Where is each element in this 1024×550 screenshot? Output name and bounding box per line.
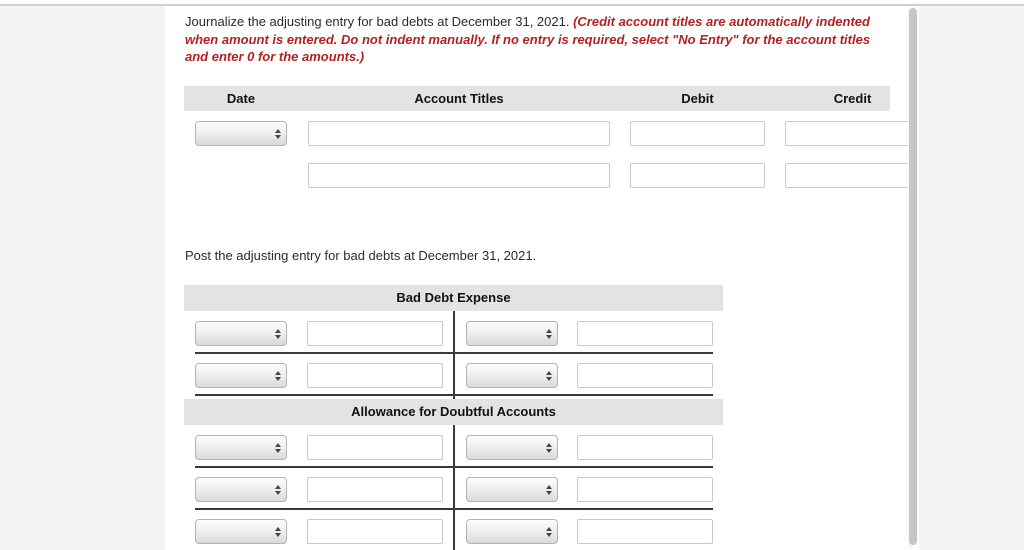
header-credit: Credit: [833, 91, 872, 106]
journal-row1-date-select[interactable]: [195, 121, 287, 146]
select-spinner-icon: [275, 129, 281, 139]
t-account-rule: [195, 508, 713, 510]
ada-right-row1-amount-input[interactable]: [577, 435, 713, 460]
select-spinner-icon: [275, 371, 281, 381]
bde-left-row1-amount-input[interactable]: [307, 321, 443, 346]
top-divider: [0, 0, 1024, 6]
post-instructions: Post the adjusting entry for bad debts at December 31, 2021.: [185, 248, 537, 263]
ada-right-row1-date-select[interactable]: [466, 435, 558, 460]
journal-row2-debit-input[interactable]: [630, 163, 765, 188]
journal-row2-account-title-input[interactable]: [308, 163, 610, 188]
bde-left-row2-amount-input[interactable]: [307, 363, 443, 388]
bde-right-row2-amount-input[interactable]: [577, 363, 713, 388]
scrollbar-thumb[interactable]: [909, 8, 917, 545]
ada-right-row3-amount-input[interactable]: [577, 519, 713, 544]
ada-left-row1-date-select[interactable]: [195, 435, 287, 460]
select-spinner-icon: [546, 527, 552, 537]
scrollbar-track: [908, 5, 919, 550]
select-spinner-icon: [275, 329, 281, 339]
t-account-rule: [195, 394, 713, 396]
ada-left-row2-amount-input[interactable]: [307, 477, 443, 502]
t-account-rule: [195, 466, 713, 468]
journal-row1-debit-input[interactable]: [630, 121, 765, 146]
journal-table-header: [184, 86, 890, 111]
select-spinner-icon: [275, 485, 281, 495]
ada-right-row2-date-select[interactable]: [466, 477, 558, 502]
select-spinner-icon: [546, 371, 552, 381]
header-account-titles: Account Titles: [414, 91, 504, 106]
select-spinner-icon: [275, 443, 281, 453]
select-spinner-icon: [546, 329, 552, 339]
ada-left-row2-date-select[interactable]: [195, 477, 287, 502]
ada-right-row2-amount-input[interactable]: [577, 477, 713, 502]
t-account-title-bad-debt-expense: Bad Debt Expense: [184, 285, 723, 311]
ada-left-row1-amount-input[interactable]: [307, 435, 443, 460]
header-debit: Debit: [681, 91, 714, 106]
bde-right-row2-date-select[interactable]: [466, 363, 558, 388]
select-spinner-icon: [546, 485, 552, 495]
bde-left-row2-date-select[interactable]: [195, 363, 287, 388]
instruction-note: (Credit account titles are automatically indented when amount is entered. Do not indent manually. If no entry is required, select "No Entry" for the account titles and enter 0 for the amounts.): [185, 14, 871, 64]
journal-row1-account-title-input[interactable]: [308, 121, 610, 146]
journalize-instructions: [185, 13, 893, 66]
bde-right-row1-amount-input[interactable]: [577, 321, 713, 346]
t-account-rule: [195, 352, 713, 354]
journal-row1-credit-input[interactable]: [785, 121, 908, 146]
ada-left-row3-amount-input[interactable]: [307, 519, 443, 544]
ada-left-row3-date-select[interactable]: [195, 519, 287, 544]
bde-right-row1-date-select[interactable]: [466, 321, 558, 346]
header-date: Date: [226, 91, 256, 106]
journal-row2-credit-input[interactable]: [785, 163, 908, 188]
content-area: [165, 0, 908, 550]
ada-right-row3-date-select[interactable]: [466, 519, 558, 544]
t-account-divider-line: [453, 311, 455, 550]
bde-left-row1-date-select[interactable]: [195, 321, 287, 346]
t-account-title-allowance-doubtful: Allowance for Doubtful Accounts: [184, 399, 723, 425]
select-spinner-icon: [546, 443, 552, 453]
select-spinner-icon: [275, 527, 281, 537]
instruction-text: Journalize the adjusting entry for bad debts at December 31, 2021.: [185, 14, 574, 29]
